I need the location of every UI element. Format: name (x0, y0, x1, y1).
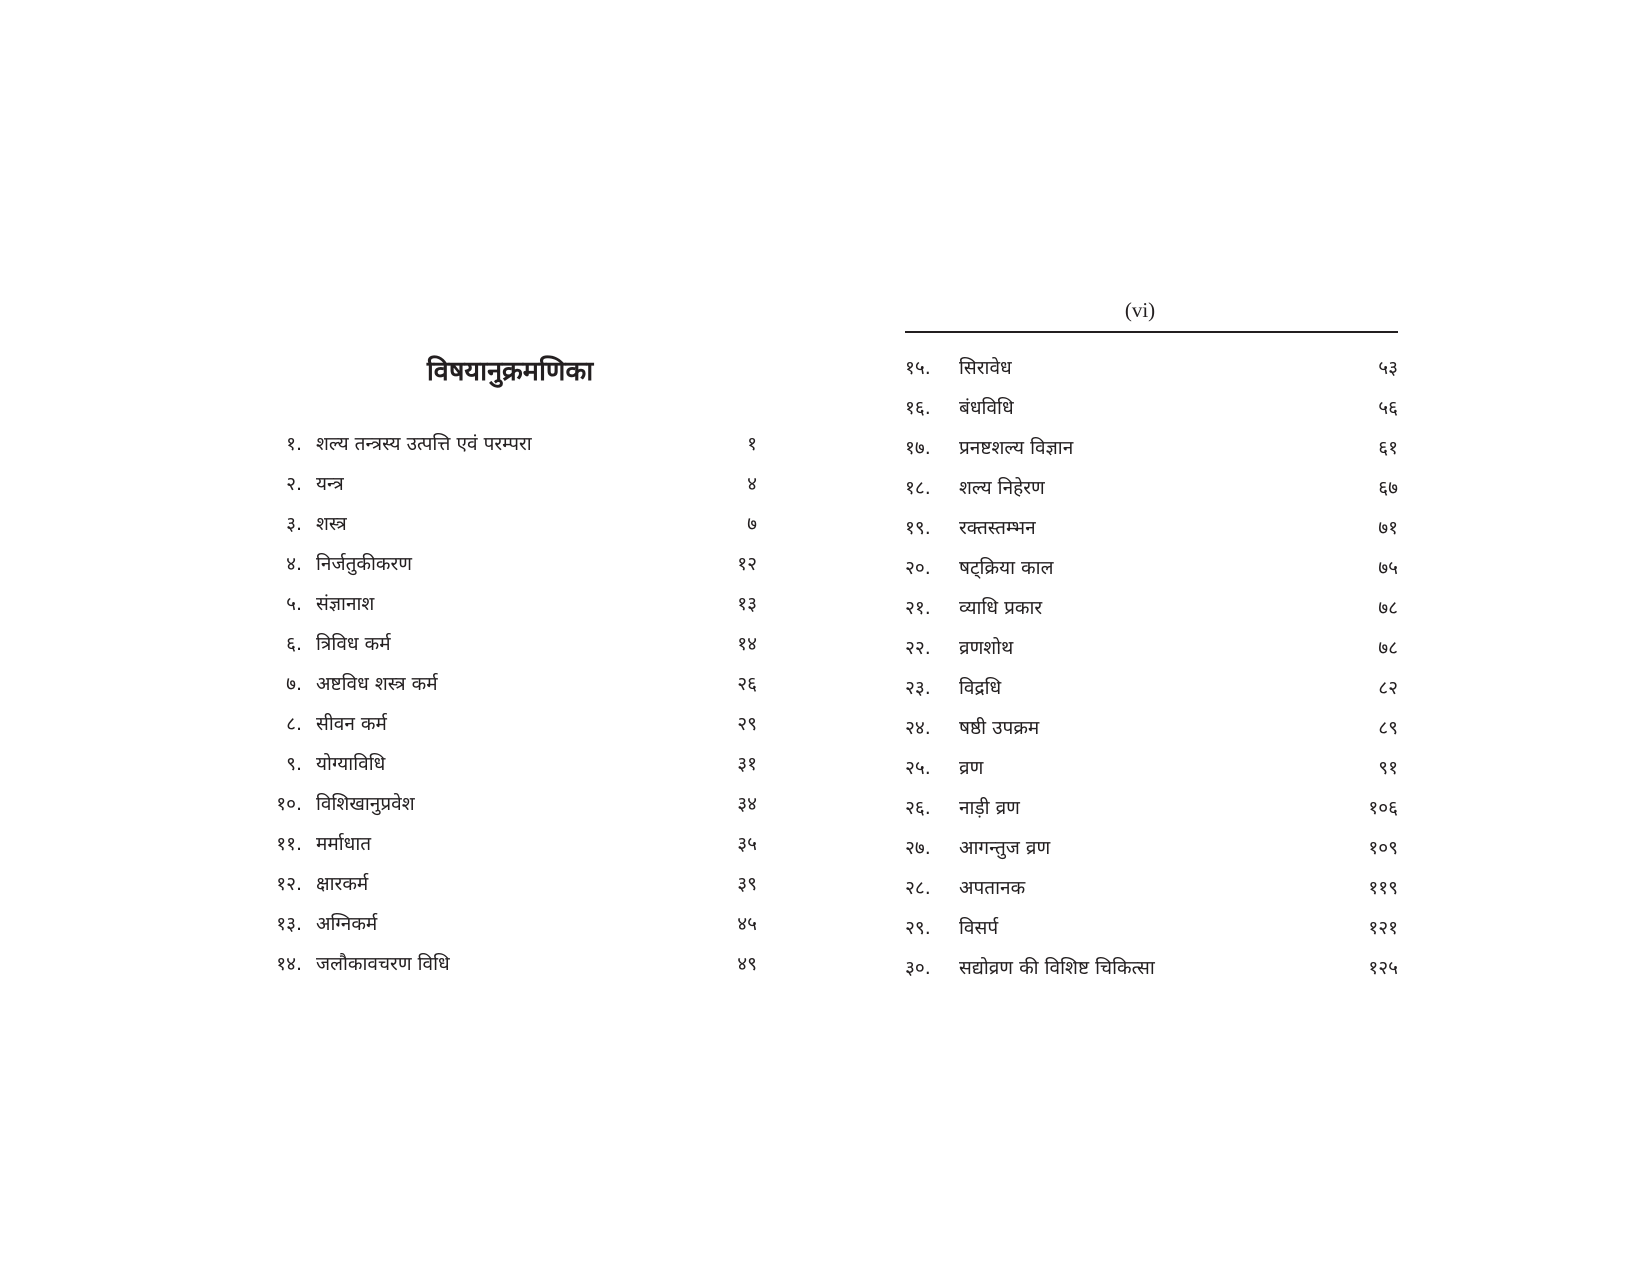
toc-entry-number: १८. (905, 477, 931, 499)
toc-entry-title: आगन्तुज व्रण (959, 837, 1051, 859)
toc-entry-page: १४ (737, 633, 757, 655)
toc-entry (905, 828, 1398, 868)
toc-entry-title: क्षारकर्म (316, 873, 369, 895)
toc-entry (262, 584, 757, 624)
toc-entry-title: निर्जतुकीकरण (316, 553, 413, 575)
page-folio: (vi) (1124, 298, 1156, 322)
toc-entry-number: ३०. (905, 957, 931, 979)
toc-entry (262, 544, 757, 584)
toc-entry-number: १२. (276, 873, 302, 895)
toc-entry-page: ५३ (1378, 357, 1398, 379)
toc-entry-title: अग्निकर्म (316, 913, 378, 935)
toc-entry (905, 668, 1398, 708)
toc-entry-number: २१. (905, 597, 931, 619)
toc-entry-title: शल्य निहेरण (959, 477, 1045, 499)
toc-entry-page: १२५ (1368, 957, 1398, 979)
toc-entry-page: ७५ (1378, 557, 1398, 579)
toc-entry (905, 628, 1398, 668)
toc-entry-page: २९ (737, 713, 757, 735)
toc-entry (262, 424, 757, 464)
toc-entry-page: १०९ (1368, 837, 1398, 859)
toc-entry-number: ९. (286, 753, 302, 775)
toc-entry-title: सिरावेध (959, 357, 1012, 379)
toc-entry-title: शस्त्र (316, 513, 347, 535)
toc-entry (905, 868, 1398, 908)
toc-entry (905, 948, 1398, 988)
toc-entry-page: ४९ (737, 953, 757, 975)
toc-entry-number: २४. (905, 717, 931, 739)
toc-entry-page: ५६ (1378, 397, 1398, 419)
toc-entry-page: ११९ (1368, 877, 1398, 899)
toc-entry (905, 468, 1398, 508)
toc-entry (262, 864, 757, 904)
toc-entry-page: ७ (747, 513, 757, 535)
toc-entry-page: १३ (737, 593, 757, 615)
toc-entry-title: संज्ञानाश (316, 593, 375, 615)
toc-entry-title: अपतानक (959, 877, 1026, 899)
toc-entry-page: ३९ (737, 873, 757, 895)
toc-entry-number: २६. (905, 797, 931, 819)
toc-entry-title: त्रिविध कर्म (316, 633, 391, 655)
toc-entry-title: व्याधि प्रकार (959, 597, 1043, 619)
toc-entry-title: षष्ठी उपक्रम (959, 717, 1040, 739)
toc-entry-page: ८२ (1378, 677, 1398, 699)
toc-entry-title: यन्त्र (316, 473, 344, 495)
toc-entry-number: १४. (276, 953, 302, 975)
toc-entry-title: अष्टविध शस्त्र कर्म (316, 673, 438, 695)
toc-entry-page: १ (747, 433, 757, 455)
toc-entry (262, 904, 757, 944)
toc-entry-page: १२१ (1368, 917, 1398, 939)
toc-entry (905, 788, 1398, 828)
toc-entry-number: १३. (276, 913, 302, 935)
toc-entry-number: १५. (905, 357, 931, 379)
toc-entry-title: व्रणशोथ (959, 637, 1014, 659)
toc-entry (905, 388, 1398, 428)
toc-entry (262, 784, 757, 824)
toc-entry-title: विसर्प (959, 917, 999, 939)
toc-left-column (262, 424, 757, 984)
toc-entry-number: १०. (276, 793, 302, 815)
toc-entry (262, 664, 757, 704)
toc-entry (905, 908, 1398, 948)
toc-entry-title: षट्क्रिया काल (959, 557, 1054, 579)
toc-entry-title: योग्याविधि (316, 753, 386, 775)
toc-entry-page: ४५ (737, 913, 757, 935)
toc-entry-page: ७१ (1378, 517, 1398, 539)
toc-entry (905, 548, 1398, 588)
toc-entry-title: प्रनष्टशल्य विज्ञान (959, 437, 1074, 459)
toc-entry-number: ६. (286, 633, 302, 655)
toc-entry-page: ७८ (1378, 597, 1398, 619)
toc-entry-number: २९. (905, 917, 931, 939)
toc-entry-number: १९. (905, 517, 931, 539)
toc-entry-number: २८. (905, 877, 931, 899)
toc-entry (905, 508, 1398, 548)
toc-entry-title: सीवन कर्म (316, 713, 387, 735)
toc-entry-page: ६१ (1378, 437, 1398, 459)
toc-entry-title: नाड़ी व्रण (959, 797, 1020, 819)
toc-entry (262, 704, 757, 744)
toc-entry-number: २२. (905, 637, 931, 659)
toc-entry-title: मर्माधात (316, 833, 372, 855)
toc-entry-page: ८९ (1378, 717, 1398, 739)
toc-entry (905, 348, 1398, 388)
header-rule (905, 331, 1398, 333)
toc-right-column (905, 348, 1398, 988)
toc-entry (262, 504, 757, 544)
toc-entry-number: २७. (905, 837, 931, 859)
toc-entry-title: विशिखानुप्रवेश (316, 793, 415, 815)
toc-entry (262, 744, 757, 784)
toc-entry-page: ३१ (737, 753, 757, 775)
toc-entry-page: ९१ (1378, 757, 1398, 779)
toc-entry-number: १७. (905, 437, 931, 459)
toc-entry-number: २०. (905, 557, 931, 579)
toc-entry-title: सद्योव्रण की विशिष्ट चिकित्सा (959, 957, 1155, 979)
toc-entry-number: १६. (905, 397, 931, 419)
toc-entry-page: ४ (747, 473, 757, 495)
toc-entry-title: बंधविधि (959, 397, 1014, 419)
toc-entry-number: २३. (905, 677, 931, 699)
toc-entry-number: १. (286, 433, 302, 455)
toc-entry-page: ३४ (737, 793, 757, 815)
toc-entry-page: ३५ (737, 833, 757, 855)
toc-entry-number: ४. (286, 553, 302, 575)
toc-entry-number: २५. (905, 757, 931, 779)
toc-entry-page: ६७ (1378, 477, 1398, 499)
toc-entry (905, 708, 1398, 748)
toc-entry-title: शल्य तन्त्रस्य उत्पत्ति एवं परम्परा (316, 433, 532, 455)
toc-entry (262, 824, 757, 864)
toc-entry-number: ७. (286, 673, 302, 695)
toc-entry-title: व्रण (959, 757, 984, 779)
toc-entry-title: विद्रधि (959, 677, 1002, 699)
toc-entry (905, 428, 1398, 468)
toc-entry-number: २. (286, 473, 302, 495)
toc-entry (905, 748, 1398, 788)
page-title: विषयानुक्रमणिका (426, 356, 594, 387)
toc-entry-page: ७८ (1378, 637, 1398, 659)
toc-entry-title: रक्तस्तम्भन (959, 517, 1036, 539)
toc-entry-title: जलौकावचरण विधि (316, 953, 450, 975)
toc-entry-page: १२ (737, 553, 757, 575)
toc-entry (262, 944, 757, 984)
toc-entry (262, 464, 757, 504)
toc-entry (262, 624, 757, 664)
toc-entry-number: ८. (286, 713, 302, 735)
toc-entry-page: २६ (737, 673, 757, 695)
toc-entry-page: १०६ (1368, 797, 1398, 819)
toc-entry-number: ५. (286, 593, 302, 615)
toc-entry (905, 588, 1398, 628)
toc-entry-number: ११. (276, 833, 302, 855)
toc-entry-number: ३. (286, 513, 302, 535)
